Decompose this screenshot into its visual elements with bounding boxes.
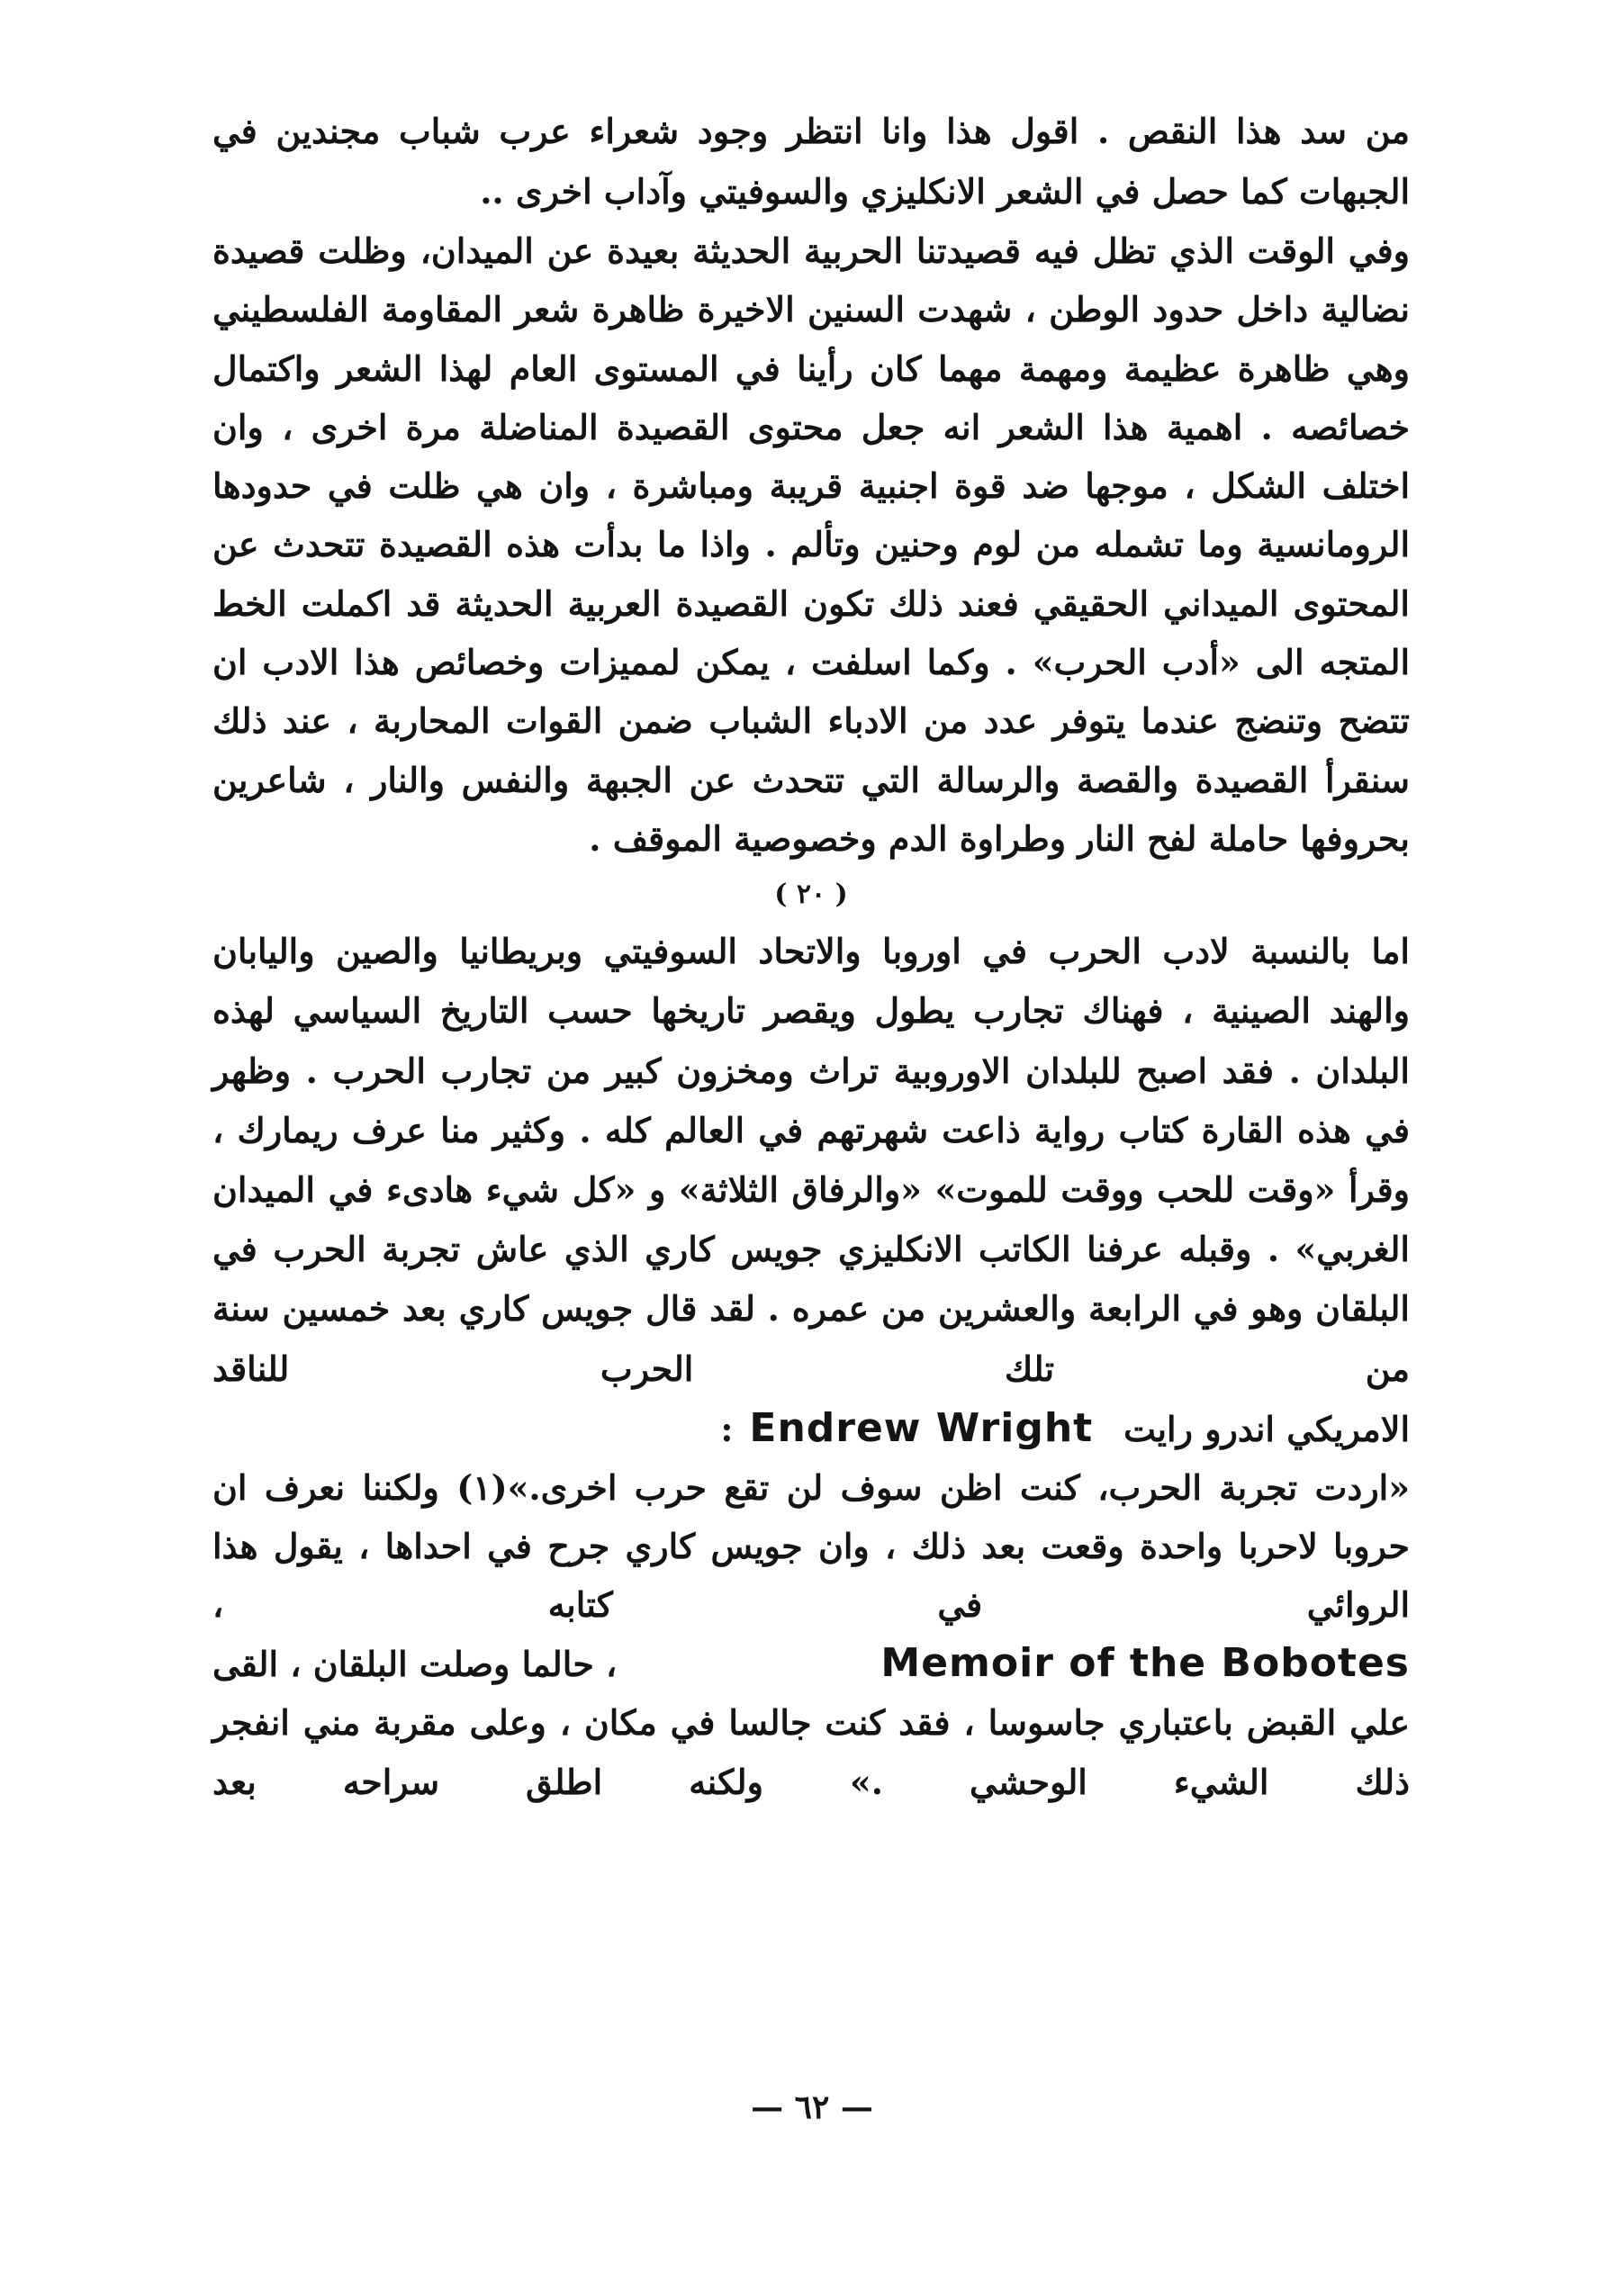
colon-mark: : — [720, 1408, 734, 1449]
book-page — [212, 101, 1410, 2225]
paragraph-quote: «اردت تجربة الحرب، كنت اظن سوف لن تقع حرب اخرى.»(١) ولكننا نعرف ان حروبا لاحربا واحدة وقعت بعد ذلك ، وان جويس كاري جرح في احداها ، يقول هذا الروائي في كتابه ، — [212, 1466, 1410, 1625]
memoir-line — [212, 1634, 1410, 1693]
paragraph-resistance-poetry: وفي الوقت الذي تظل فيه قصيدتنا الحربية الحديثة بعيدة عن الميدان، وظلت قصيدة نضالية داخل حدود الوطن ، شهدت السنين الاخيرة ظاهرة شعر المقاومة الفلسطيني وهي ظاهرة عظيمة ومهمة مهما كان رأينا في المستوى العام لهذا الشعر واكتمال خصائصه . اهمية هذا الشعر انه جعل محتوى القصيدة المناضلة مرة اخرى ، وان اختلف الشكل ، موجها ضد قوة اجنبية قريبة ومباشرة ، وان هي ظلت في حدودها الرومانسية وما تشمله من لوم وحنين وتألم . واذا ما بدأت هذه القصيدة تتحدث عن المحتوى الميداني الحقيقي فعند ذلك تكون القصيدة العربية الحديثة قد اكملت الخط المتجه الى «أدب الحرب» . وكما اسلفت ، يمكن لمميزات وخصائص هذا الادب ان تتضح وتنضج عندما يتوفر عدد من الادباء الشباب ضمن القوات المحاربة ، عند ذلك سنقرأ القصيدة والقصة والرسالة التي تتحدث عن الجبهة والنفس والنار ، شاعرين بحروفها حاملة لفح النار وطراوة الدم وخصوصية الموقف . — [212, 230, 1410, 859]
paragraph-war-literature: اما بالنسبة لادب الحرب في اوروبا والاتحاد السوفيتي وبريطانيا والصين واليابان والهند الصينية ، فهناك تجارب يطول ويقصر تاريخها حسب التاريخ السياسي لهذه البلدان . فقد اصبح للبلدان الاوروبية تراث ومخزون كبير من تجارب الحرب . وظهر في هذه القارة كتاب رواية ذاعت شهرتهم في العالم كله . وكثير منا عرف ريمارك ، وقرأ «وقت للحب ووقت للموت» «والرفاق الثلاثة» و «كل شيء هادىء في الميدان الغربي» . وقبله عرفنا الكاتب الانكليزي جويس كاري الذي عاش تجربة الحرب في البلقان وهو في الرابعة والعشرين من عمره . لقد قال جويس كاري بعد خمسين سنة من تلك الحرب للناقد — [212, 931, 1410, 1389]
memoir-arabic-continuation: ، حالما وصلت البلقان ، القى — [212, 1643, 618, 1684]
paragraph-intro: من سد هذا النقص . اقول هذا وانا انتظر وجود شعراء عرب شباب مجندين في الجبهات كما حصل في الشعر الانكليزي والسوفيتي وآداب اخرى .. — [212, 111, 1410, 212]
paragraph-final: علي القبض باعتباري جاسوسا ، فقد كنت جالسا في مكان ، وعلى مقربة مني انفجر ذلك الشيء الوحشي .» ولكنه اطلق سراحه بعد — [212, 1701, 1411, 1802]
latin-name-endrew-wright: Endrew Wright — [749, 1404, 1094, 1451]
page-number: — ٦٢ — — [751, 2088, 873, 2126]
book-title-memoir-of-the-bobotes: Memoir of the Bobotes — [880, 1639, 1410, 1686]
section-number: ( ٢٠ ) — [774, 879, 848, 911]
arabic-name-endrew-wright: الامريكي اندرو رايت — [1123, 1408, 1410, 1449]
endrew-wright-line — [212, 1399, 1410, 1458]
